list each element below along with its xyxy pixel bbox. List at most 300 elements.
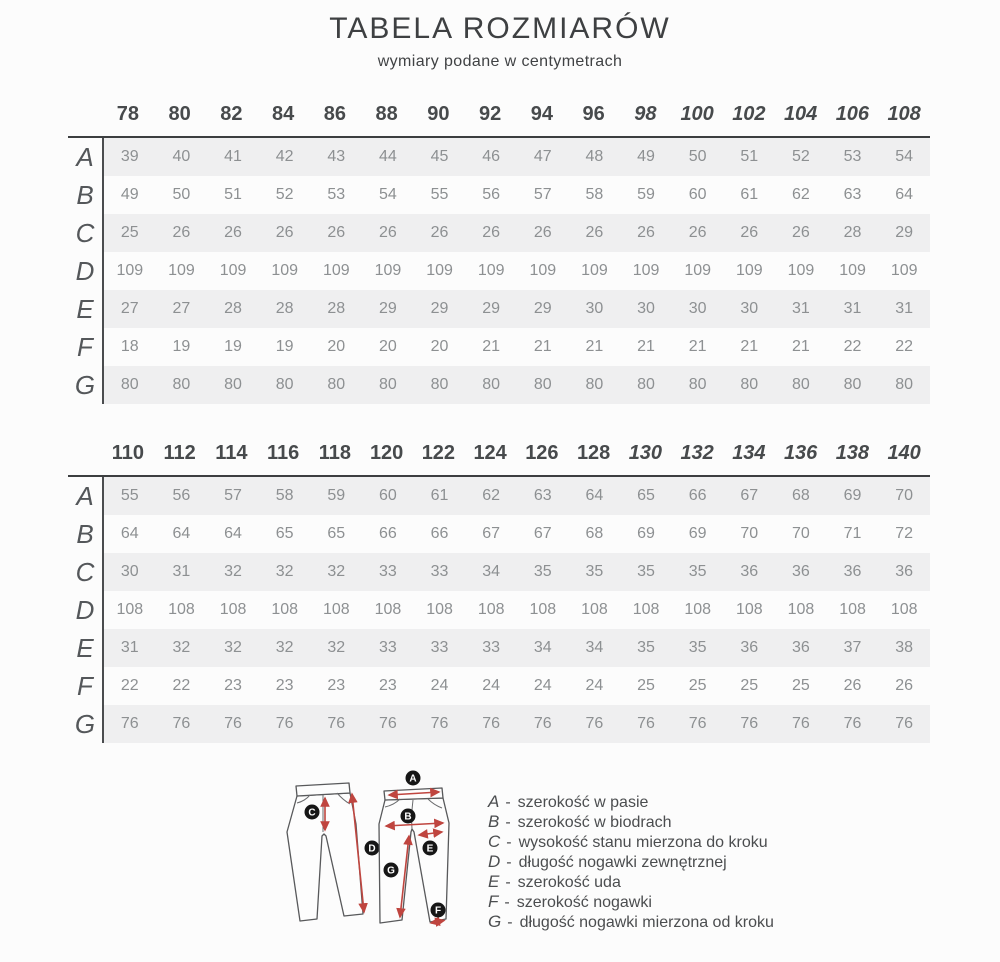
- measurement-cell: 76: [430, 715, 449, 732]
- measurement-cell: 36: [740, 563, 759, 580]
- measurement-cell: 69: [637, 525, 655, 542]
- size-column-header: 108: [887, 102, 921, 125]
- measurement-cell: 51: [224, 186, 242, 203]
- measurement-cell: 22: [172, 677, 191, 694]
- measurement-cell: 35: [533, 563, 552, 580]
- measurement-cell: 26: [379, 224, 397, 241]
- size-column-header: 96: [582, 102, 605, 125]
- measurement-cell: 28: [224, 300, 242, 317]
- measurement-cell: 71: [843, 525, 862, 542]
- measurement-row-D: [68, 591, 930, 629]
- legend-description: szerokość w biodrach: [517, 814, 672, 831]
- size-column-header: 98: [634, 102, 657, 125]
- size-column-header: 120: [369, 441, 404, 464]
- measurement-cell: 30: [637, 300, 655, 317]
- row-label: A: [76, 141, 94, 172]
- measurement-cell: 35: [585, 563, 604, 580]
- measurement-cell: 109: [271, 262, 299, 279]
- size-column-header: 80: [168, 102, 191, 125]
- measurement-cell: 76: [482, 715, 501, 732]
- measurement-cell: 34: [585, 639, 604, 656]
- measurement-cell: 24: [533, 677, 552, 694]
- measurement-cell: 109: [322, 262, 350, 279]
- size-column-header: 134: [732, 441, 766, 464]
- legend-separator: -: [506, 834, 512, 851]
- measurement-cell: 46: [482, 148, 501, 165]
- measurement-row-C: [68, 214, 930, 252]
- measurement-cell: 22: [843, 338, 862, 355]
- legend-letter: F: [488, 892, 499, 911]
- measurement-cell: 28: [275, 300, 294, 317]
- measurement-cell: 62: [792, 186, 810, 203]
- measurement-cell: 108: [374, 601, 402, 618]
- pants-measurement-diagram: [272, 766, 472, 943]
- legend-description: szerokość w pasie: [517, 794, 649, 811]
- pants-diagram-svg: [272, 766, 472, 938]
- measurement-cell: 109: [529, 262, 557, 279]
- measurement-cell: 76: [895, 715, 914, 732]
- measurement-cell: 109: [168, 262, 195, 279]
- measurement-cell: 65: [327, 525, 346, 542]
- measurement-cell: 26: [482, 224, 501, 241]
- size-column-header: 114: [215, 441, 248, 464]
- measurement-cell: 29: [895, 224, 914, 241]
- size-column-header: 102: [732, 102, 766, 125]
- row-label: F: [77, 331, 93, 362]
- measurement-cell: 80: [792, 376, 810, 393]
- measurement-row-C: [68, 553, 930, 591]
- measurement-cell: 109: [890, 262, 918, 279]
- measurement-cell: 27: [120, 300, 139, 317]
- measurement-cell: 28: [843, 224, 862, 241]
- measurement-cell: 65: [637, 487, 655, 504]
- row-cells: [102, 366, 930, 404]
- size-column-header: 138: [835, 441, 870, 464]
- measurement-cell: 108: [890, 601, 918, 618]
- measurement-cell: 80: [895, 376, 914, 393]
- legend-description: długość nogawki mierzona od kroku: [519, 914, 774, 931]
- legend-item-B: [488, 812, 774, 832]
- legend-separator: -: [505, 794, 511, 811]
- marker-F-letter: F: [434, 905, 442, 917]
- measurement-cell: 70: [740, 525, 759, 542]
- legend-item-E: [488, 872, 774, 892]
- measurement-cell: 53: [843, 148, 862, 165]
- measurement-cell: 108: [426, 601, 453, 618]
- measurement-cell: 23: [327, 677, 346, 694]
- measurement-cell: 22: [120, 677, 139, 694]
- row-cells: [102, 214, 930, 252]
- size-column-header: 92: [479, 102, 502, 125]
- measurement-cell: 36: [740, 639, 759, 656]
- measurement-cell: 108: [271, 601, 299, 618]
- measurement-cell: 35: [688, 563, 707, 580]
- measurement-cell: 76: [688, 715, 707, 732]
- measurement-cell: 32: [224, 639, 242, 656]
- measurement-row-G: [68, 705, 930, 743]
- measurement-cell: 33: [430, 639, 449, 656]
- measurement-cell: 80: [327, 376, 346, 393]
- measurement-cell: 26: [792, 224, 810, 241]
- row-cells: [102, 705, 930, 743]
- row-cells: [102, 477, 930, 515]
- measurement-cell: 34: [482, 563, 501, 580]
- measurement-cell: 41: [224, 148, 242, 165]
- row-cells: [102, 515, 930, 553]
- measurement-cell: 20: [430, 338, 449, 355]
- measurement-cell: 31: [843, 300, 862, 317]
- measurement-cell: 76: [379, 715, 397, 732]
- measurement-cell: 25: [688, 677, 707, 694]
- measurement-cell: 59: [637, 186, 655, 203]
- row-cells: [102, 290, 930, 328]
- measurement-cell: 80: [482, 376, 501, 393]
- measurement-row-E: [68, 629, 930, 667]
- measurement-cell: 33: [379, 639, 397, 656]
- size-column-header: 116: [266, 441, 300, 464]
- row-label: G: [74, 369, 96, 400]
- legend-letter: E: [488, 872, 500, 891]
- measurement-cell: 26: [430, 224, 449, 241]
- measurement-cell: 58: [585, 186, 604, 203]
- measurement-cell: 80: [740, 376, 759, 393]
- row-cells: [102, 176, 930, 214]
- measurement-cell: 24: [585, 677, 604, 694]
- page-title: TABELA ROZMIARÓW: [329, 12, 671, 45]
- measurement-cell: 67: [740, 487, 759, 504]
- measurement-cell: 108: [787, 601, 815, 618]
- measurement-cell: 20: [379, 338, 397, 355]
- measurement-cell: 80: [172, 376, 191, 393]
- size-column-header: 110: [111, 441, 144, 464]
- legend-letter: D: [488, 852, 501, 871]
- measurement-cell: 52: [275, 186, 294, 203]
- measurement-cell: 29: [430, 300, 449, 317]
- measurement-cell: 76: [275, 715, 294, 732]
- size-column-header: 104: [783, 102, 818, 125]
- measurement-cell: 66: [430, 525, 449, 542]
- measurement-cell: 26: [637, 224, 655, 241]
- measurement-cell: 25: [792, 677, 810, 694]
- row-cells: [102, 553, 930, 591]
- marker-E-letter: E: [426, 843, 434, 855]
- measurement-cell: 76: [740, 715, 759, 732]
- measurement-cell: 54: [379, 186, 397, 203]
- measurement-cell: 30: [688, 300, 707, 317]
- legend-separator: -: [505, 814, 511, 831]
- row-label: B: [76, 518, 94, 549]
- measurement-cell: 36: [843, 563, 862, 580]
- measurement-cell: 63: [843, 186, 862, 203]
- size-column-header: 106: [835, 102, 870, 125]
- marker-G-letter: G: [387, 865, 395, 877]
- marker-D-letter: D: [368, 843, 376, 855]
- row-label: F: [77, 670, 93, 701]
- size-column-header: 126: [525, 441, 559, 464]
- measurement-row-A: [68, 138, 930, 176]
- measurement-cell: 47: [533, 148, 552, 165]
- measurement-cell: 30: [585, 300, 604, 317]
- measurement-cell: 26: [275, 224, 294, 241]
- legend-separator: -: [507, 914, 513, 931]
- measurement-cell: 36: [895, 563, 914, 580]
- size-column-header: 82: [220, 102, 243, 125]
- measurement-cell: 26: [533, 224, 552, 241]
- measurement-cell: 109: [374, 262, 402, 279]
- measurement-cell: 109: [581, 262, 608, 279]
- measurement-cell: 80: [585, 376, 604, 393]
- measurement-cell: 64: [224, 525, 242, 542]
- measurement-cell: 68: [792, 487, 810, 504]
- measurement-cell: 26: [688, 224, 707, 241]
- measurement-cell: 70: [895, 487, 914, 504]
- measurement-cell: 19: [172, 338, 191, 355]
- legend-separator: -: [504, 894, 510, 911]
- measurement-cell: 59: [327, 487, 346, 504]
- measurement-cell: 45: [430, 148, 449, 165]
- measurement-cell: 37: [843, 639, 862, 656]
- measurement-cell: 21: [482, 338, 501, 355]
- measurement-row-B: [68, 176, 930, 214]
- row-label: C: [75, 556, 95, 587]
- row-label: E: [76, 632, 94, 663]
- measurement-cell: 69: [688, 525, 707, 542]
- size-table-110-140: [68, 431, 930, 743]
- measurement-cell: 33: [482, 639, 501, 656]
- measurement-cell: 23: [224, 677, 242, 694]
- size-column-header: 132: [680, 441, 714, 464]
- measurement-cell: 109: [839, 262, 866, 279]
- measurement-cell: 27: [172, 300, 191, 317]
- size-column-header: 112: [163, 441, 196, 464]
- legend-letter: A: [488, 792, 500, 811]
- row-cells: [102, 328, 930, 366]
- measurement-cell: 40: [172, 148, 191, 165]
- row-cells: [102, 138, 930, 176]
- measurement-cell: 32: [327, 563, 346, 580]
- measurement-cell: 32: [172, 639, 191, 656]
- measurement-cell: 21: [792, 338, 810, 355]
- measurement-cell: 33: [430, 563, 449, 580]
- measurement-cell: 30: [120, 563, 139, 580]
- measurement-legend: [488, 792, 774, 932]
- measurement-cell: 49: [637, 148, 655, 165]
- measurement-cell: 48: [585, 148, 604, 165]
- measurement-cell: 21: [637, 338, 655, 355]
- page-subtitle: wymiary podane w centymetrach: [377, 53, 623, 70]
- measurement-cell: 109: [632, 262, 660, 279]
- measurement-cell: 60: [688, 186, 707, 203]
- measurement-cell: 80: [843, 376, 862, 393]
- measurement-cell: 26: [843, 677, 862, 694]
- size-column-header: 140: [887, 441, 921, 464]
- size-column-header: 130: [628, 441, 663, 464]
- measurement-cell: 31: [895, 300, 914, 317]
- measurement-cell: 80: [533, 376, 552, 393]
- measurement-cell: 30: [740, 300, 759, 317]
- measurement-row-D: [68, 252, 930, 290]
- measurement-cell: 55: [430, 186, 449, 203]
- measurement-cell: 76: [533, 715, 552, 732]
- measurement-cell: 108: [322, 601, 350, 618]
- measurement-cell: 76: [637, 715, 655, 732]
- marker-A-letter: A: [409, 773, 417, 785]
- measurement-cell: 35: [637, 563, 655, 580]
- marker-C-letter: C: [308, 807, 316, 819]
- row-label: D: [75, 594, 95, 625]
- measurement-cell: 55: [120, 487, 139, 504]
- measurement-cell: 64: [895, 186, 914, 203]
- measurement-cell: 108: [839, 601, 866, 618]
- measurement-cell: 108: [168, 601, 195, 618]
- measurement-cell: 24: [482, 677, 501, 694]
- measurement-cell: 80: [430, 376, 449, 393]
- measurement-cell: 109: [477, 262, 505, 279]
- size-table-body: [68, 475, 930, 743]
- measurement-cell: 63: [533, 487, 552, 504]
- marker-B-letter: B: [404, 811, 412, 823]
- measurement-cell: 38: [895, 639, 914, 656]
- row-cells: [102, 591, 930, 629]
- measurement-cell: 33: [379, 563, 397, 580]
- measurement-cell: 57: [224, 487, 242, 504]
- measurement-cell: 29: [379, 300, 397, 317]
- measurement-row-F: [68, 328, 930, 366]
- measurement-cell: 39: [120, 148, 139, 165]
- measurement-cell: 56: [482, 186, 501, 203]
- measurement-cell: 108: [219, 601, 247, 618]
- measurement-row-B: [68, 515, 930, 553]
- measurement-cell: 31: [792, 300, 810, 317]
- measurement-cell: 72: [895, 525, 914, 542]
- measurement-cell: 80: [637, 376, 655, 393]
- measurement-cell: 76: [585, 715, 604, 732]
- measurement-cell: 52: [792, 148, 810, 165]
- measurement-cell: 29: [533, 300, 552, 317]
- size-column-header: 78: [116, 102, 139, 125]
- measurement-cell: 31: [172, 563, 191, 580]
- measurement-cell: 19: [275, 338, 294, 355]
- size-header-row: [68, 92, 930, 136]
- measurement-cell: 56: [172, 487, 191, 504]
- size-column-header: 94: [530, 102, 553, 125]
- legend-item-D: [488, 852, 774, 872]
- measurement-cell: 36: [792, 563, 810, 580]
- measurement-cell: 26: [740, 224, 759, 241]
- measurement-cell: 23: [379, 677, 397, 694]
- measurement-cell: 25: [120, 224, 139, 241]
- measurement-cell: 58: [275, 487, 294, 504]
- measurement-cell: 76: [327, 715, 346, 732]
- row-label: A: [76, 480, 94, 511]
- measurement-cell: 32: [275, 639, 294, 656]
- row-cells: [102, 629, 930, 667]
- legend-item-A: [488, 792, 774, 812]
- measurement-cell: 31: [120, 639, 139, 656]
- measurement-cell: 76: [843, 715, 862, 732]
- measurement-cell: 25: [637, 677, 655, 694]
- measurement-cell: 28: [327, 300, 346, 317]
- measurement-cell: 51: [740, 148, 759, 165]
- measurement-cell: 109: [426, 262, 453, 279]
- legend-letter: C: [488, 832, 501, 851]
- measurement-cell: 67: [533, 525, 552, 542]
- measurement-cell: 34: [533, 639, 552, 656]
- measurement-cell: 21: [688, 338, 707, 355]
- measurement-cell: 108: [684, 601, 712, 618]
- measurement-cell: 109: [787, 262, 815, 279]
- measurement-row-G: [68, 366, 930, 404]
- measurement-cell: 64: [120, 525, 139, 542]
- measurement-cell: 50: [688, 148, 707, 165]
- size-table-78-108: [68, 92, 930, 404]
- measurement-cell: 76: [172, 715, 191, 732]
- measurement-cell: 53: [327, 186, 346, 203]
- size-column-header: 124: [473, 441, 507, 464]
- measurement-cell: 61: [740, 186, 759, 203]
- measurement-cell: 80: [688, 376, 707, 393]
- legend-item-G: [488, 912, 774, 932]
- size-column-header: 86: [323, 102, 346, 125]
- measurement-cell: 76: [120, 715, 139, 732]
- measurement-cell: 80: [379, 376, 397, 393]
- measurement-row-E: [68, 290, 930, 328]
- measurement-cell: 109: [116, 262, 144, 279]
- measurement-cell: 64: [585, 487, 604, 504]
- legend-description: szerokość uda: [517, 874, 621, 891]
- title-block: [0, 12, 1000, 71]
- measurement-cell: 66: [379, 525, 397, 542]
- measurement-cell: 26: [172, 224, 191, 241]
- measurement-cell: 21: [740, 338, 759, 355]
- measurement-cell: 49: [120, 186, 139, 203]
- measurement-cell: 108: [735, 601, 763, 618]
- measurement-cell: 109: [684, 262, 712, 279]
- measurement-cell: 32: [327, 639, 346, 656]
- measurement-cell: 69: [843, 487, 862, 504]
- measurement-cell: 20: [327, 338, 346, 355]
- row-label: B: [76, 179, 94, 210]
- size-header-row: [68, 431, 930, 475]
- measurement-cell: 26: [224, 224, 242, 241]
- measurement-cell: 26: [895, 677, 914, 694]
- size-column-header: 100: [680, 102, 714, 125]
- measurement-cell: 108: [632, 601, 660, 618]
- size-column-header: 90: [427, 102, 450, 125]
- size-column-header: 118: [318, 441, 351, 464]
- measurement-cell: 70: [792, 525, 810, 542]
- row-label: D: [75, 255, 95, 286]
- measurement-cell: 108: [529, 601, 557, 618]
- measurement-cell: 61: [430, 487, 449, 504]
- measurement-cell: 68: [585, 525, 604, 542]
- measurement-cell: 35: [637, 639, 655, 656]
- measurement-cell: 108: [116, 601, 144, 618]
- legend-description: długość nogawki zewnętrznej: [518, 854, 727, 871]
- measurement-cell: 35: [688, 639, 707, 656]
- measurement-cell: 24: [430, 677, 449, 694]
- measurement-cell: 32: [275, 563, 294, 580]
- measurement-cell: 66: [688, 487, 707, 504]
- measurement-cell: 23: [275, 677, 294, 694]
- row-cells: [102, 252, 930, 290]
- measurement-cell: 80: [120, 376, 139, 393]
- measurement-cell: 25: [740, 677, 759, 694]
- measurement-cell: 80: [275, 376, 294, 393]
- measurement-cell: 65: [275, 525, 294, 542]
- measurement-cell: 36: [792, 639, 810, 656]
- measurement-cell: 18: [120, 338, 139, 355]
